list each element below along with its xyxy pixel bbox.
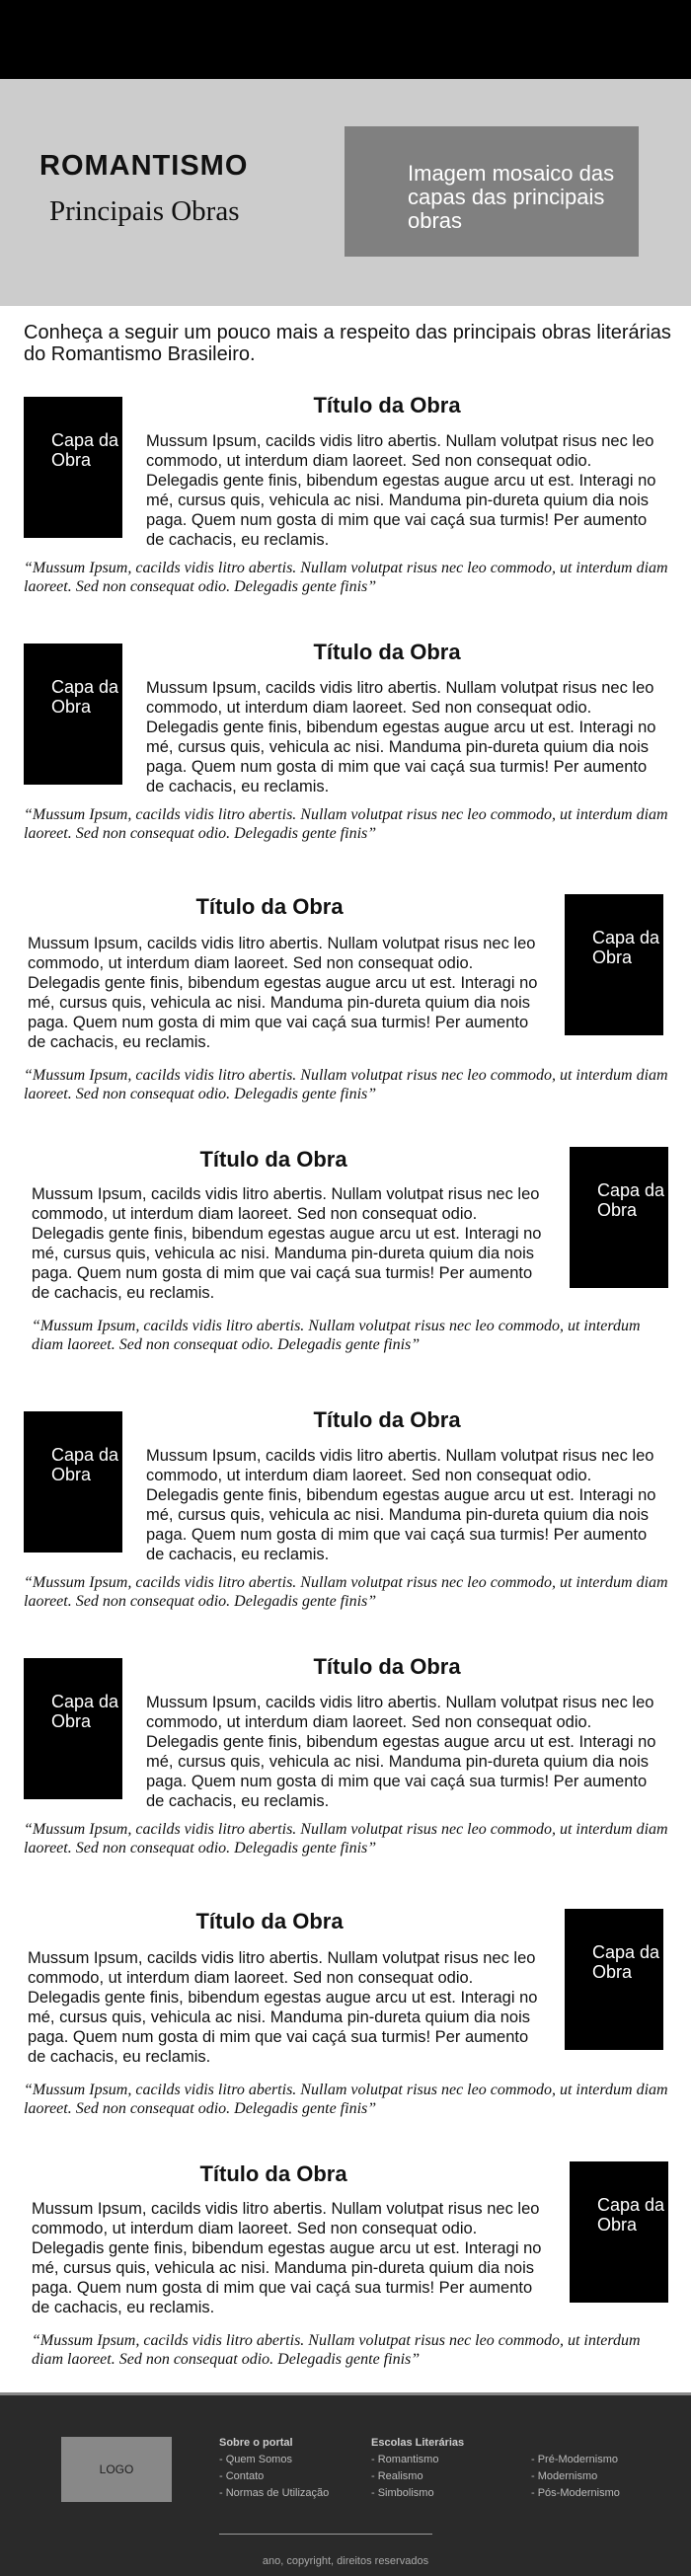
work-quote: “Mussum Ipsum, cacilds vidis litro abertis. Nullam volutpat risus nec leo commodo, ut interdum diam laoreet. Sed non consequat odio. Delegadis gente finis” [24,2082,668,2117]
work-cover[interactable]: Capa da Obra [24,644,122,785]
footer-link-quem-somos[interactable]: - Quem Somos [219,2454,292,2465]
work-quote: “Mussum Ipsum, cacilds vidis litro abertis. Nullam volutpat risus nec leo commodo, ut interdum diam laoreet. Sed non consequat odio. Delegadis gente finis” [32,1318,641,1353]
footer-link-romantismo[interactable]: - Romantismo [371,2454,439,2465]
footer-logo[interactable]: LOGO [61,2437,172,2502]
work-item [0,1656,691,1893]
work-quote: “Mussum Ipsum, cacilds vidis litro abertis. Nullam volutpat risus nec leo commodo, ut interdum diam laoreet. Sed non consequat odio. Delegadis gente finis” [24,1574,668,1610]
footer-link-normas[interactable]: - Normas de Utilização [219,2487,330,2499]
work-title[interactable]: Título da Obra [313,640,461,664]
footer-link-pos-modernismo[interactable]: - Pós-Modernismo [531,2487,620,2499]
work-cover[interactable]: Capa da Obra [570,1147,668,1288]
work-cover[interactable]: Capa da Obra [24,1411,122,1553]
footer-heading: Sobre o portal [219,2437,293,2449]
footer-link-pre-modernismo[interactable]: - Pré-Modernismo [531,2454,619,2465]
work-item [0,1409,691,1646]
work-title[interactable]: Título da Obra [313,1654,461,1679]
mosaic-image-placeholder: Imagem mosaico das capas das principais obras [345,126,639,257]
footer-link-simbolismo[interactable]: - Simbolismo [371,2487,434,2499]
work-cover[interactable]: Capa da Obra [565,894,663,1035]
page-title: ROMANTISMO [39,150,249,182]
copyright-text: ano, copyright, direitos reservados [262,2555,429,2567]
work-title[interactable]: Título da Obra [313,1407,461,1432]
work-cover[interactable]: Capa da Obra [24,397,122,538]
work-description: Mussum Ipsum, cacilds vidis litro abertis. Nullam volutpat risus nec leo commodo, ut interdum diam laoreet. Sed non consequat odio. Delegadis gente finis, bibendum egestas augue arcu ut est. Interagi no mé, cursus quis, vehicula ac nisi. Manduma pin-dureta quium dia nois paga. Quem num gosta di mim que vai caçá sua turmis! Per aumento de cachacis, eu reclamis. [146,1694,656,1810]
work-cover[interactable]: Capa da Obra [565,1909,663,2050]
work-quote: “Mussum Ipsum, cacilds vidis litro abertis. Nullam volutpat risus nec leo commodo, ut interdum diam laoreet. Sed non consequat odio. Delegadis gente finis” [24,560,668,595]
work-quote: “Mussum Ipsum, cacilds vidis litro abertis. Nullam volutpat risus nec leo commodo, ut interdum diam laoreet. Sed non consequat odio. Delegadis gente finis” [32,2332,641,2368]
work-description: Mussum Ipsum, cacilds vidis litro abertis. Nullam volutpat risus nec leo commodo, ut interdum diam laoreet. Sed non consequat odio. Delegadis gente finis, bibendum egestas augue arcu ut est. Interagi no mé, cursus quis, vehicula ac nisi. Manduma pin-dureta quium dia nois paga. Quem num gosta di mim que vai caçá sua turmis! Per aumento de cachacis, eu reclamis. [32,2200,542,2316]
footer-column-schools [371,2435,464,2502]
work-quote: “Mussum Ipsum, cacilds vidis litro abertis. Nullam volutpat risus nec leo commodo, ut interdum diam laoreet. Sed non consequat odio. Delegadis gente finis” [24,1067,668,1102]
work-cover[interactable]: Capa da Obra [570,2161,668,2303]
intro-text: Conheça a seguir um pouco mais a respeito das principais obras literárias do Romantismo Brasileiro. [24,322,671,365]
page-subtitle: Principais Obras [49,195,240,227]
footer-link-realismo[interactable]: - Realismo [371,2470,423,2482]
footer-link-modernismo[interactable]: - Modernismo [531,2470,598,2482]
footer-column-schools-2 [531,2452,620,2502]
work-quote: “Mussum Ipsum, cacilds vidis litro abertis. Nullam volutpat risus nec leo commodo, ut interdum diam laoreet. Sed non consequat odio. Delegadis gente finis” [24,806,668,842]
work-item [0,1147,691,1384]
work-item [0,642,691,878]
work-cover[interactable]: Capa da Obra [24,1658,122,1799]
work-description: Mussum Ipsum, cacilds vidis litro abertis. Nullam volutpat risus nec leo commodo, ut interdum diam laoreet. Sed non consequat odio. Delegadis gente finis, bibendum egestas augue arcu ut est. Interagi no mé, cursus quis, vehicula ac nisi. Manduma pin-dureta quium dia nois paga. Quem num gosta di mim que vai caçá sua turmis! Per aumento de cachacis, eu reclamis. [28,1949,538,2066]
work-item [0,1909,691,2146]
work-item [0,2161,691,2398]
work-description: Mussum Ipsum, cacilds vidis litro abertis. Nullam volutpat risus nec leo commodo, ut interdum diam laoreet. Sed non consequat odio. Delegadis gente finis, bibendum egestas augue arcu ut est. Interagi no mé, cursus quis, vehicula ac nisi. Manduma pin-dureta quium dia nois paga. Quem num gosta di mim que vai caçá sua turmis! Per aumento de cachacis, eu reclamis. [146,432,656,549]
work-description: Mussum Ipsum, cacilds vidis litro abertis. Nullam volutpat risus nec leo commodo, ut interdum diam laoreet. Sed non consequat odio. Delegadis gente finis, bibendum egestas augue arcu ut est. Interagi no mé, cursus quis, vehicula ac nisi. Manduma pin-dureta quium dia nois paga. Quem num gosta di mim que vai caçá sua turmis! Per aumento de cachacis, eu reclamis. [146,1447,656,1563]
work-description: Mussum Ipsum, cacilds vidis litro abertis. Nullam volutpat risus nec leo commodo, ut interdum diam laoreet. Sed non consequat odio. Delegadis gente finis, bibendum egestas augue arcu ut est. Interagi no mé, cursus quis, vehicula ac nisi. Manduma pin-dureta quium dia nois paga. Quem num gosta di mim que vai caçá sua turmis! Per aumento de cachacis, eu reclamis. [32,1185,542,1302]
footer-link-contato[interactable]: - Contato [219,2470,265,2482]
top-bar [0,0,691,79]
footer-divider [219,2534,432,2535]
footer-heading: Escolas Literárias [371,2437,465,2449]
work-title[interactable]: Título da Obra [195,894,344,919]
work-title[interactable]: Título da Obra [313,393,461,417]
hero-banner [0,79,691,306]
work-title[interactable]: Título da Obra [195,1909,344,1933]
work-item [0,395,691,632]
work-description: Mussum Ipsum, cacilds vidis litro abertis. Nullam volutpat risus nec leo commodo, ut interdum diam laoreet. Sed non consequat odio. Delegadis gente finis, bibendum egestas augue arcu ut est. Interagi no mé, cursus quis, vehicula ac nisi. Manduma pin-dureta quium dia nois paga. Quem num gosta di mim que vai caçá sua turmis! Per aumento de cachacis, eu reclamis. [146,679,656,796]
work-quote: “Mussum Ipsum, cacilds vidis litro abertis. Nullam volutpat risus nec leo commodo, ut interdum diam laoreet. Sed non consequat odio. Delegadis gente finis” [24,1821,668,1856]
work-item [0,894,691,1131]
work-title[interactable]: Título da Obra [199,2161,347,2186]
footer [0,2392,691,2576]
work-description: Mussum Ipsum, cacilds vidis litro abertis. Nullam volutpat risus nec leo commodo, ut interdum diam laoreet. Sed non consequat odio. Delegadis gente finis, bibendum egestas augue arcu ut est. Interagi no mé, cursus quis, vehicula ac nisi. Manduma pin-dureta quium dia nois paga. Quem num gosta di mim que vai caçá sua turmis! Per aumento de cachacis, eu reclamis. [28,935,538,1051]
work-title[interactable]: Título da Obra [199,1147,347,1172]
footer-column-about [219,2435,329,2502]
